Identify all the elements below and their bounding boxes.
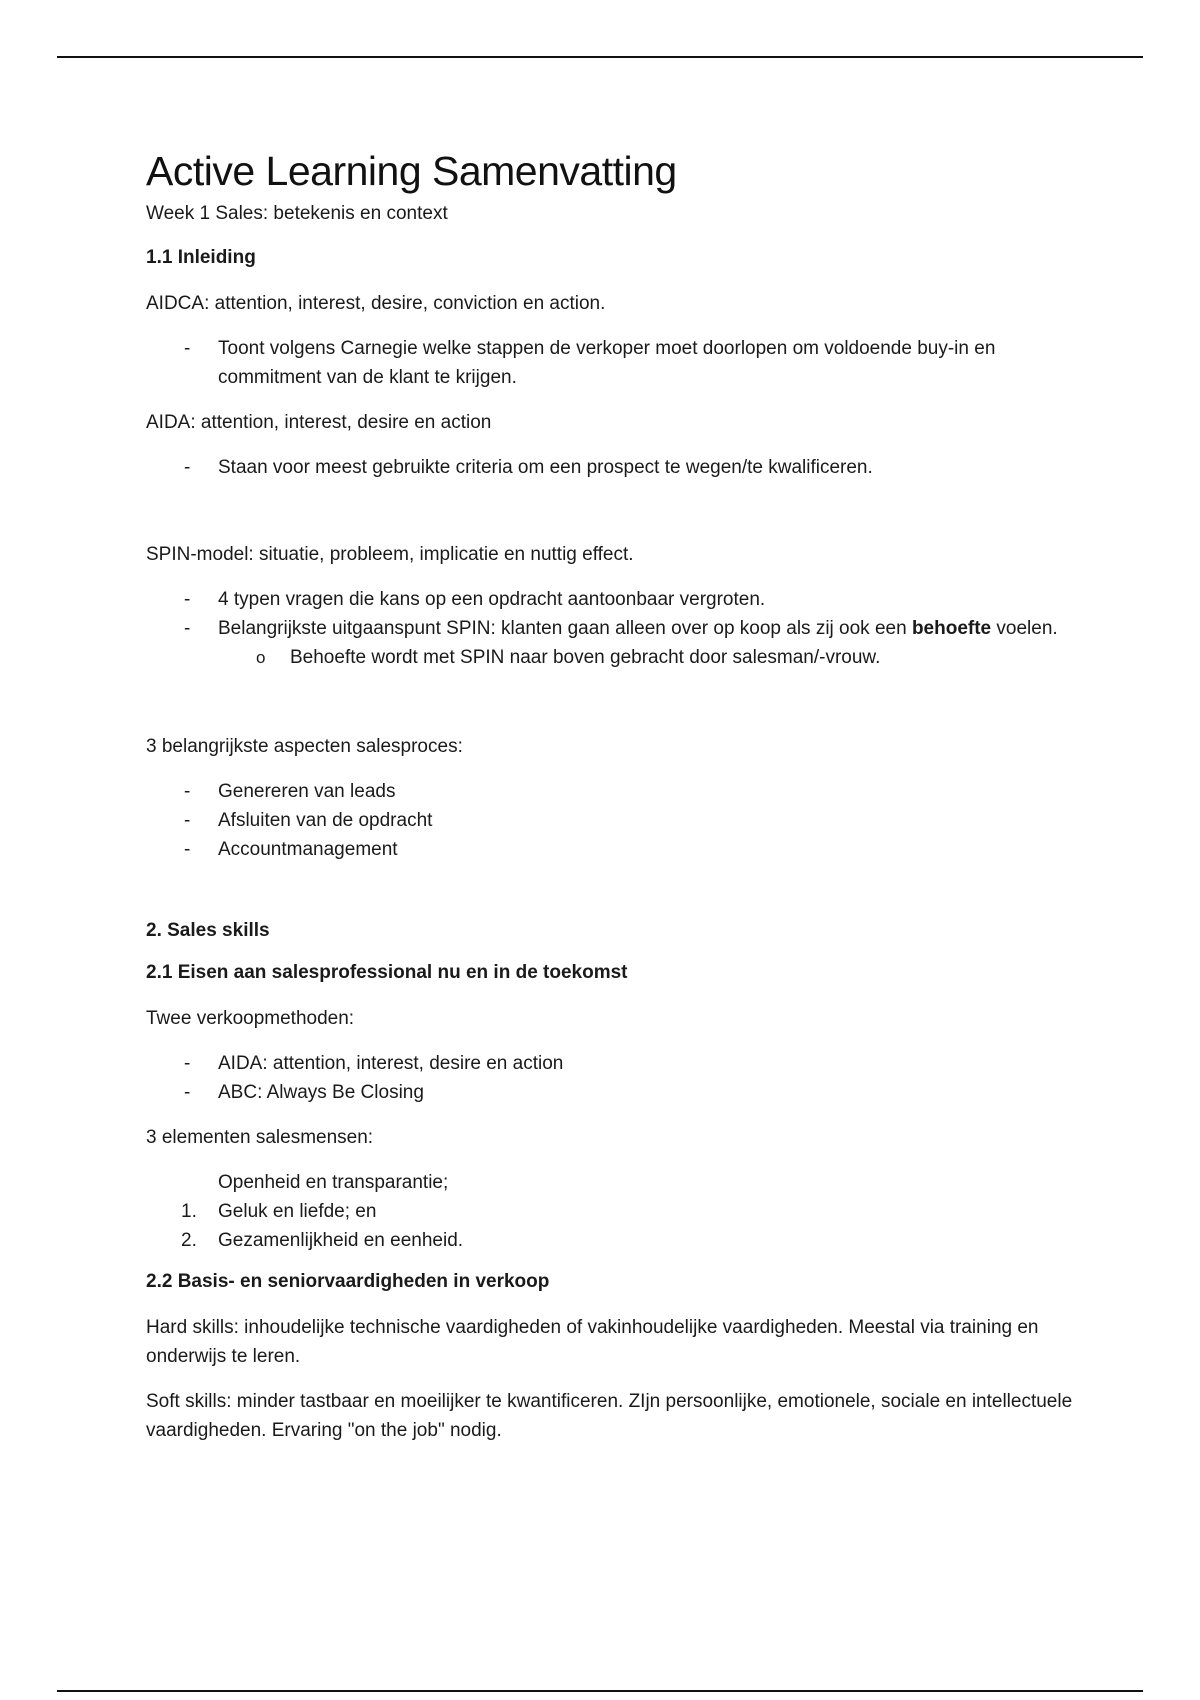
list-text: Gezamenlijkheid en eenheid. (218, 1230, 464, 1251)
list-item (146, 1197, 1086, 1226)
list-number: 1. (181, 1201, 197, 1222)
section-heading-sales-skills: 2. Sales skills (146, 920, 270, 941)
aida-paragraph: AIDA: attention, interest, desire en action (146, 412, 492, 433)
sub-list-item: o Behoefte wordt met SPIN naar boven gebracht door salesman/-vrouw. (218, 643, 1086, 672)
document-title: Active Learning Samenvatting (146, 148, 677, 194)
document-subtitle: Week 1 Sales: betekenis en context (146, 203, 448, 224)
elements-intro: 3 elementen salesmensen: (146, 1127, 374, 1148)
aidca-list (146, 334, 1086, 392)
document-page (146, 148, 1086, 1461)
list-number: 2. (181, 1230, 197, 1251)
list-item: - ABC: Always Be Closing (146, 1078, 1086, 1107)
aidca-paragraph: AIDCA: attention, interest, desire, conviction en action. (146, 293, 606, 314)
section-heading-eisen: 2.1 Eisen aan salesprofessional nu en in de toekomst (146, 962, 628, 983)
top-rule (57, 56, 1143, 58)
spin-paragraph: SPIN-model: situatie, probleem, implicatie en nuttig effect. (146, 544, 634, 565)
spin-list (146, 585, 1086, 672)
methods-list (146, 1049, 1086, 1107)
aspects-list (146, 777, 1086, 864)
spin-bullet-text: Belangrijkste uitgaanspunt SPIN: klanten gaan alleen over op koop als zij ook een (218, 618, 912, 639)
list-item (146, 614, 1086, 672)
hard-skills-paragraph: Hard skills: inhoudelijke technische vaardigheden of vakinhoudelijke vaardigheden. Meestal via training en onderwijs te leren. (146, 1317, 1039, 1367)
section-heading-vaardigheden: 2.2 Basis- en seniorvaardigheden in verkoop (146, 1271, 550, 1292)
section-heading-inleiding: 1.1 Inleiding (146, 247, 256, 268)
list-item: - Genereren van leads (146, 777, 1086, 806)
aspects-intro: 3 belangrijkste aspecten salesproces: (146, 736, 463, 757)
spin-sub-list (218, 643, 1086, 672)
list-item: - Staan voor meest gebruikte criteria om een prospect te wegen/te kwalificeren. (146, 453, 1086, 482)
list-item (146, 1168, 1086, 1197)
list-item: - Afsluiten van de opdracht (146, 806, 1086, 835)
aida-list (146, 453, 1086, 482)
methods-intro: Twee verkoopmethoden: (146, 1008, 355, 1029)
list-item: - AIDA: attention, interest, desire en action (146, 1049, 1086, 1078)
list-item: - 4 typen vragen die kans op een opdracht aantoonbaar vergroten. (146, 585, 1086, 614)
list-item: - Accountmanagement (146, 835, 1086, 864)
list-item (146, 1226, 1086, 1255)
bottom-rule (57, 1690, 1143, 1692)
soft-skills-paragraph: Soft skills: minder tastbaar en moeilijker te kwantificeren. ZIjn persoonlijke, emotionele, sociale en intellectuele vaardigheden. Ervaring "on the job" nodig. (146, 1391, 1073, 1441)
list-item: - Toont volgens Carnegie welke stappen de verkoper moet doorlopen om voldoende buy-in en commitment van de klant te krijgen. (146, 334, 1086, 392)
bold-keyword: behoefte (911, 618, 992, 639)
elements-list (146, 1168, 1086, 1255)
list-text: Openheid en transparantie; (218, 1172, 449, 1193)
list-text: Geluk en liefde; en (218, 1201, 377, 1222)
spin-bullet-text-end: voelen. (991, 618, 1058, 639)
